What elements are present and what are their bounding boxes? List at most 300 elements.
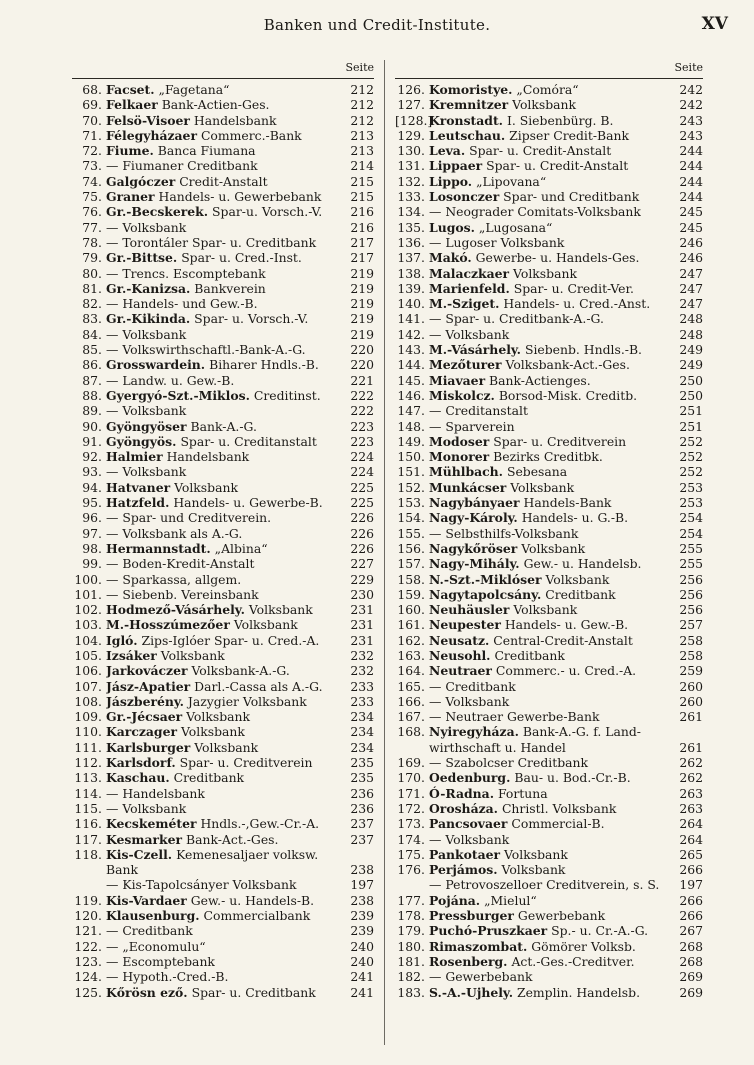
entry-description: „Lugosana“ <box>478 219 553 235</box>
entry-page: 236 <box>350 785 374 801</box>
entry-description: Act.-Ges.-Creditver. <box>511 953 635 969</box>
index-row <box>395 464 703 479</box>
index-row <box>395 893 703 908</box>
entry-text <box>106 158 344 173</box>
entry-place-name: M.-Sziget. <box>429 296 500 312</box>
entry-place-name: S.-A.-Ujhely. <box>429 984 514 1000</box>
entry-number: 78. <box>82 234 102 250</box>
seite-label-right: Seite <box>395 58 703 79</box>
entry-text <box>429 755 673 770</box>
index-row <box>395 801 703 816</box>
entry-page: 245 <box>679 219 703 235</box>
index-row <box>72 464 374 479</box>
entry-number: [128.] <box>395 112 433 128</box>
entry-page: 223 <box>350 433 374 449</box>
entry-page: 265 <box>679 846 703 862</box>
entry-number: 136. <box>397 234 425 250</box>
entry-text <box>106 617 344 632</box>
index-row <box>395 510 703 525</box>
entry-place-name: Kronstadt. <box>429 112 503 128</box>
entry-place-name: Grosswardein. <box>106 357 206 373</box>
entry-description: Spar- u. Creditverein <box>179 755 313 771</box>
entry-place-name: Marienfeld. <box>429 280 510 296</box>
entry-text <box>429 311 673 326</box>
entry-page: 239 <box>350 908 374 924</box>
entry-description: wirthschaft u. Handel <box>429 739 566 755</box>
entry-page: 234 <box>350 709 374 725</box>
entry-page: 238 <box>350 892 374 908</box>
entry-place-name: Losonczer <box>429 189 500 205</box>
entry-text <box>429 939 673 954</box>
entry-text <box>106 740 344 755</box>
entry-page: 266 <box>679 908 703 924</box>
entry-text <box>106 908 344 923</box>
entry-place-name: Neusatz. <box>429 632 490 648</box>
entry-place-name: Komoristye. <box>429 82 513 97</box>
entry-page: 232 <box>350 647 374 663</box>
entry-description: Spar- u. Creditanstalt <box>180 433 317 449</box>
entry-text <box>106 464 344 479</box>
entry-text <box>429 97 673 112</box>
entry-text <box>429 480 673 495</box>
index-row <box>72 250 374 265</box>
entry-place-name: Nyiregyháza. <box>429 724 519 740</box>
entry-place-name: Gr.-Kanizsa. <box>106 280 191 296</box>
entry-place-name: Leva. <box>429 143 466 159</box>
index-row <box>395 174 703 189</box>
index-row <box>72 495 374 510</box>
index-row <box>395 495 703 510</box>
entry-place-name: Kremnitzer <box>429 97 509 113</box>
entry-text <box>429 296 673 311</box>
page-number: XV <box>701 14 728 34</box>
entry-place-name: Gr.-Becskerek. <box>106 204 209 220</box>
entry-number: 138. <box>397 265 425 281</box>
entry-number: 87. <box>82 372 102 388</box>
entry-number: 113. <box>74 770 102 786</box>
entry-text <box>429 694 673 709</box>
entry-place-name: Neupester <box>429 617 501 633</box>
entry-text <box>429 740 673 755</box>
entry-page: 216 <box>350 204 374 220</box>
entry-place-name: Ó-Radna. <box>429 785 495 801</box>
index-row <box>395 985 703 1000</box>
entry-text <box>429 541 673 556</box>
entry-number: 179. <box>397 923 425 939</box>
right-column <box>395 58 703 1000</box>
entry-page: 219 <box>350 280 374 296</box>
entry-description: — Petrovoszelloer Creditverein, s. S. <box>429 877 660 893</box>
entry-text <box>106 786 344 801</box>
entry-number: 170. <box>397 770 425 786</box>
entry-number: 119. <box>74 892 102 908</box>
entry-text <box>429 724 673 739</box>
index-row <box>395 587 703 602</box>
entry-place-name: Hermannstadt. <box>106 540 211 556</box>
entry-description: Creditbank <box>173 770 245 786</box>
entry-page: 255 <box>679 540 703 556</box>
index-row <box>395 235 703 250</box>
entry-number: 112. <box>74 755 102 771</box>
index-row <box>72 526 374 541</box>
entry-description: — Volksbank als A.-G. <box>106 525 243 541</box>
entry-text <box>106 82 344 97</box>
entry-number: 153. <box>397 495 425 511</box>
entry-text <box>429 786 673 801</box>
entry-description: Bank-Act.-Ges. <box>185 831 279 847</box>
entry-text <box>429 510 673 525</box>
entry-page: 240 <box>350 938 374 954</box>
entry-number: 139. <box>397 280 425 296</box>
entry-description: Spar- u. Credit-Anstalt <box>486 158 629 174</box>
entry-description: „Fagetana“ <box>158 82 230 97</box>
entry-number: 161. <box>397 617 425 633</box>
entry-description: — Volksbank <box>106 464 187 480</box>
index-row <box>72 648 374 663</box>
index-row <box>395 220 703 235</box>
entry-number: 90. <box>82 418 102 434</box>
entry-place-name: Perjámos. <box>429 862 498 878</box>
entry-text <box>106 449 344 464</box>
index-row <box>72 204 374 219</box>
entry-text <box>429 82 673 97</box>
entry-place-name: Oedenburg. <box>429 770 511 786</box>
entry-page: 263 <box>679 800 703 816</box>
index-row <box>72 923 374 938</box>
entry-description: Volksbank <box>233 617 298 633</box>
entry-text <box>429 801 673 816</box>
entry-page: 229 <box>350 571 374 587</box>
entry-page: 248 <box>679 311 703 327</box>
entry-number: 155. <box>397 525 425 541</box>
entry-number: 77. <box>82 219 102 235</box>
entry-description: Central-Credit-Anstalt <box>493 632 633 648</box>
entry-text <box>429 434 673 449</box>
index-row <box>72 740 374 755</box>
entry-number: 165. <box>397 678 425 694</box>
index-row <box>395 526 703 541</box>
entry-number: 69. <box>82 97 102 113</box>
entry-place-name: Jászberény. <box>106 693 184 709</box>
entry-page: 237 <box>350 831 374 847</box>
entry-description: Bezirks Creditbk. <box>493 449 603 465</box>
entry-place-name: Kesmarker <box>106 831 183 847</box>
entry-page: 256 <box>679 602 703 618</box>
entry-description: — Volksbank <box>429 693 510 709</box>
entry-page: 224 <box>350 449 374 465</box>
entry-description: — Hypoth.-Cred.-B. <box>106 969 229 985</box>
entry-page: 219 <box>350 296 374 312</box>
entry-text <box>429 403 673 418</box>
entry-number: 131. <box>397 158 425 174</box>
entry-text <box>429 877 673 892</box>
entry-page: 234 <box>350 739 374 755</box>
entry-place-name: Pancsovaer <box>429 816 508 832</box>
entry-page: 240 <box>350 953 374 969</box>
entry-description: — Neograder Comitats-Volksbank <box>429 204 641 220</box>
entry-page: 216 <box>350 219 374 235</box>
entry-place-name: Nagybányaer <box>429 495 520 511</box>
entry-text <box>106 526 344 541</box>
entry-page: 256 <box>679 571 703 587</box>
entry-description: Volksbank-Act.-Ges. <box>505 357 630 373</box>
entry-page: 242 <box>679 97 703 113</box>
index-row <box>395 82 703 97</box>
entry-number: 167. <box>397 709 425 725</box>
index-row <box>72 189 374 204</box>
entry-page: 226 <box>350 510 374 526</box>
page-header <box>0 12 754 40</box>
entry-description: Volksbank <box>512 97 577 113</box>
index-row <box>395 342 703 357</box>
index-row <box>72 128 374 143</box>
entry-number: 164. <box>397 663 425 679</box>
index-row <box>395 663 703 678</box>
entry-description: Volksbank <box>513 602 578 618</box>
index-row <box>395 311 703 326</box>
index-row <box>395 877 703 892</box>
entry-number: 82. <box>82 296 102 312</box>
entry-number: 73. <box>82 158 102 174</box>
entry-number: 83. <box>82 311 102 327</box>
index-row <box>395 770 703 785</box>
entry-description: Sebesana <box>506 464 568 480</box>
entry-text <box>106 679 344 694</box>
entry-description: Fortuna <box>497 785 548 801</box>
entry-text <box>429 495 673 510</box>
entry-page: 214 <box>350 158 374 174</box>
entry-page: 267 <box>679 923 703 939</box>
entry-place-name: Gr.-Kikinda. <box>106 311 191 327</box>
index-row <box>72 373 374 388</box>
index-row <box>395 755 703 770</box>
entry-number: 129. <box>397 127 425 143</box>
index-row <box>72 755 374 770</box>
index-row <box>72 97 374 112</box>
entry-place-name: Igló. <box>106 632 138 648</box>
entry-text <box>106 847 344 862</box>
entry-description: Gömörer Volksb. <box>531 938 636 954</box>
entry-text <box>429 388 673 403</box>
entry-page: 226 <box>350 525 374 541</box>
entry-number: 104. <box>74 632 102 648</box>
entry-number: 89. <box>82 403 102 419</box>
index-row <box>72 679 374 694</box>
entry-place-name: Malaczkaer <box>429 265 510 281</box>
entry-place-name: Munkácser <box>429 479 507 495</box>
entry-number: 133. <box>397 189 425 205</box>
index-row <box>72 985 374 1000</box>
entry-text <box>106 220 344 235</box>
index-row <box>72 939 374 954</box>
entry-place-name: Rosenberg. <box>429 953 508 969</box>
index-row <box>395 113 703 128</box>
index-row <box>72 434 374 449</box>
entry-text <box>106 434 344 449</box>
index-row <box>72 633 374 648</box>
entry-description: Borsod-Misk. Creditb. <box>498 387 638 403</box>
entry-text <box>106 189 344 204</box>
entry-page: 215 <box>350 189 374 205</box>
entry-text <box>106 572 344 587</box>
index-row <box>395 541 703 556</box>
entry-place-name: Nagykőröser <box>429 540 518 556</box>
entry-number: 74. <box>82 173 102 189</box>
entry-page: 253 <box>679 479 703 495</box>
index-row <box>72 694 374 709</box>
entry-page: 251 <box>679 403 703 419</box>
entry-place-name: Galgóczer <box>106 173 176 189</box>
entry-page: 217 <box>350 250 374 266</box>
entry-description: Christl. Volksbank <box>501 800 617 816</box>
entry-text <box>106 633 344 648</box>
index-row <box>72 419 374 434</box>
entry-page: 244 <box>679 143 703 159</box>
entry-text <box>429 969 673 984</box>
entry-page: 221 <box>350 372 374 388</box>
entry-page: 258 <box>679 632 703 648</box>
entry-text <box>106 342 344 357</box>
entry-description: Volksbank <box>513 265 577 281</box>
index-row <box>72 388 374 403</box>
entry-text <box>106 556 344 571</box>
entry-description: — Volksbank <box>429 326 510 342</box>
entry-number: 127. <box>397 97 425 113</box>
entry-number: 158. <box>397 571 425 587</box>
entry-description: Commerc.-Bank <box>200 127 302 143</box>
entry-description: Spar- u. Credit-Anstalt <box>469 143 612 159</box>
entry-number: 76. <box>82 204 102 220</box>
entry-text <box>106 510 344 525</box>
index-row <box>395 969 703 984</box>
entry-page: 253 <box>679 495 703 511</box>
entry-place-name: Nagy-Károly. <box>429 510 518 526</box>
entry-number: 178. <box>397 908 425 924</box>
entry-description: Kemenesaljaer volksw. <box>176 846 319 862</box>
index-row <box>395 327 703 342</box>
index-row <box>72 556 374 571</box>
index-row <box>72 281 374 296</box>
index-row <box>395 939 703 954</box>
entry-text <box>106 174 344 189</box>
entry-text <box>106 113 344 128</box>
index-row <box>395 556 703 571</box>
index-row <box>395 143 703 158</box>
entry-description: „Albina“ <box>214 540 268 556</box>
entry-number: 72. <box>82 143 102 159</box>
entry-page: 212 <box>350 82 374 97</box>
entry-text <box>106 602 344 617</box>
entry-text <box>429 235 673 250</box>
entry-page: 231 <box>350 602 374 618</box>
entry-place-name: Orosháza. <box>429 800 498 816</box>
entry-number: 137. <box>397 250 425 266</box>
entry-text <box>106 862 344 877</box>
entry-description: — Volksbank <box>106 326 187 342</box>
entry-text <box>429 220 673 235</box>
entry-text <box>429 373 673 388</box>
entry-page: 197 <box>350 877 374 893</box>
entry-text <box>106 969 344 984</box>
entry-number: 149. <box>397 433 425 449</box>
entry-description: „Comóra“ <box>516 82 579 97</box>
entry-place-name: Félegyházaer <box>106 127 197 143</box>
entry-text <box>429 648 673 663</box>
entry-number: 85. <box>82 342 102 358</box>
entry-place-name: Klausenburg. <box>106 908 200 924</box>
entry-description: — Handelsbank <box>106 785 205 801</box>
index-row <box>395 357 703 372</box>
entry-page: 263 <box>679 785 703 801</box>
entry-number: 142. <box>397 326 425 342</box>
index-row <box>395 633 703 648</box>
entry-text <box>429 158 673 173</box>
entry-number: 173. <box>397 816 425 832</box>
entry-number: 124. <box>74 969 102 985</box>
entry-page: 222 <box>350 403 374 419</box>
entry-description: — Neutraer Gewerbe-Bank <box>429 709 600 725</box>
entry-page: 212 <box>350 112 374 128</box>
entry-number: 118. <box>74 846 102 862</box>
entry-text <box>429 847 673 862</box>
entry-text <box>106 709 344 724</box>
entry-number: 154. <box>397 510 425 526</box>
entry-description: Creditbank <box>545 586 616 602</box>
entry-description: — Lugoser Volksbank <box>429 234 565 250</box>
entry-number: 122. <box>74 938 102 954</box>
entry-page: 236 <box>350 800 374 816</box>
index-row <box>72 969 374 984</box>
entry-page: 269 <box>679 984 703 1000</box>
entry-number: 97. <box>82 525 102 541</box>
entry-number: 151. <box>397 464 425 480</box>
index-row <box>395 923 703 938</box>
entry-description: — Szabolcser Creditbank <box>429 755 588 771</box>
entry-text <box>429 679 673 694</box>
entry-description: Handels- u. Gew.-B. <box>504 617 629 633</box>
entry-number: 182. <box>397 969 425 985</box>
entry-place-name: Lugos. <box>429 219 475 235</box>
entry-text <box>106 770 344 785</box>
entry-description: Volksbank <box>521 540 586 556</box>
entry-description: — Sparverein <box>429 418 515 434</box>
entry-number: 80. <box>82 265 102 281</box>
entry-text <box>106 923 344 938</box>
index-row <box>72 770 374 785</box>
entry-page: 244 <box>679 158 703 174</box>
entry-description: Bau- u. Bod.-Cr.-B. <box>514 770 631 786</box>
entry-text <box>429 587 673 602</box>
entry-description: — Volksbank <box>106 219 187 235</box>
entry-place-name: Halmier <box>106 449 163 465</box>
index-row <box>395 786 703 801</box>
entry-description: Handels- u. Gewerbe-B. <box>173 495 323 511</box>
index-row <box>395 128 703 143</box>
entry-text <box>106 281 344 296</box>
index-row <box>395 572 703 587</box>
index-row <box>72 266 374 281</box>
entry-place-name: Gr.-Jécsaer <box>106 709 183 725</box>
index-row <box>395 449 703 464</box>
entry-description: Volksbank <box>504 846 568 862</box>
index-row <box>395 694 703 709</box>
entry-description: Bank-Actienges. <box>489 372 591 388</box>
entry-page: 259 <box>679 663 703 679</box>
entry-number: 71. <box>82 127 102 143</box>
index-row <box>395 189 703 204</box>
entry-text <box>106 648 344 663</box>
entry-text <box>429 923 673 938</box>
